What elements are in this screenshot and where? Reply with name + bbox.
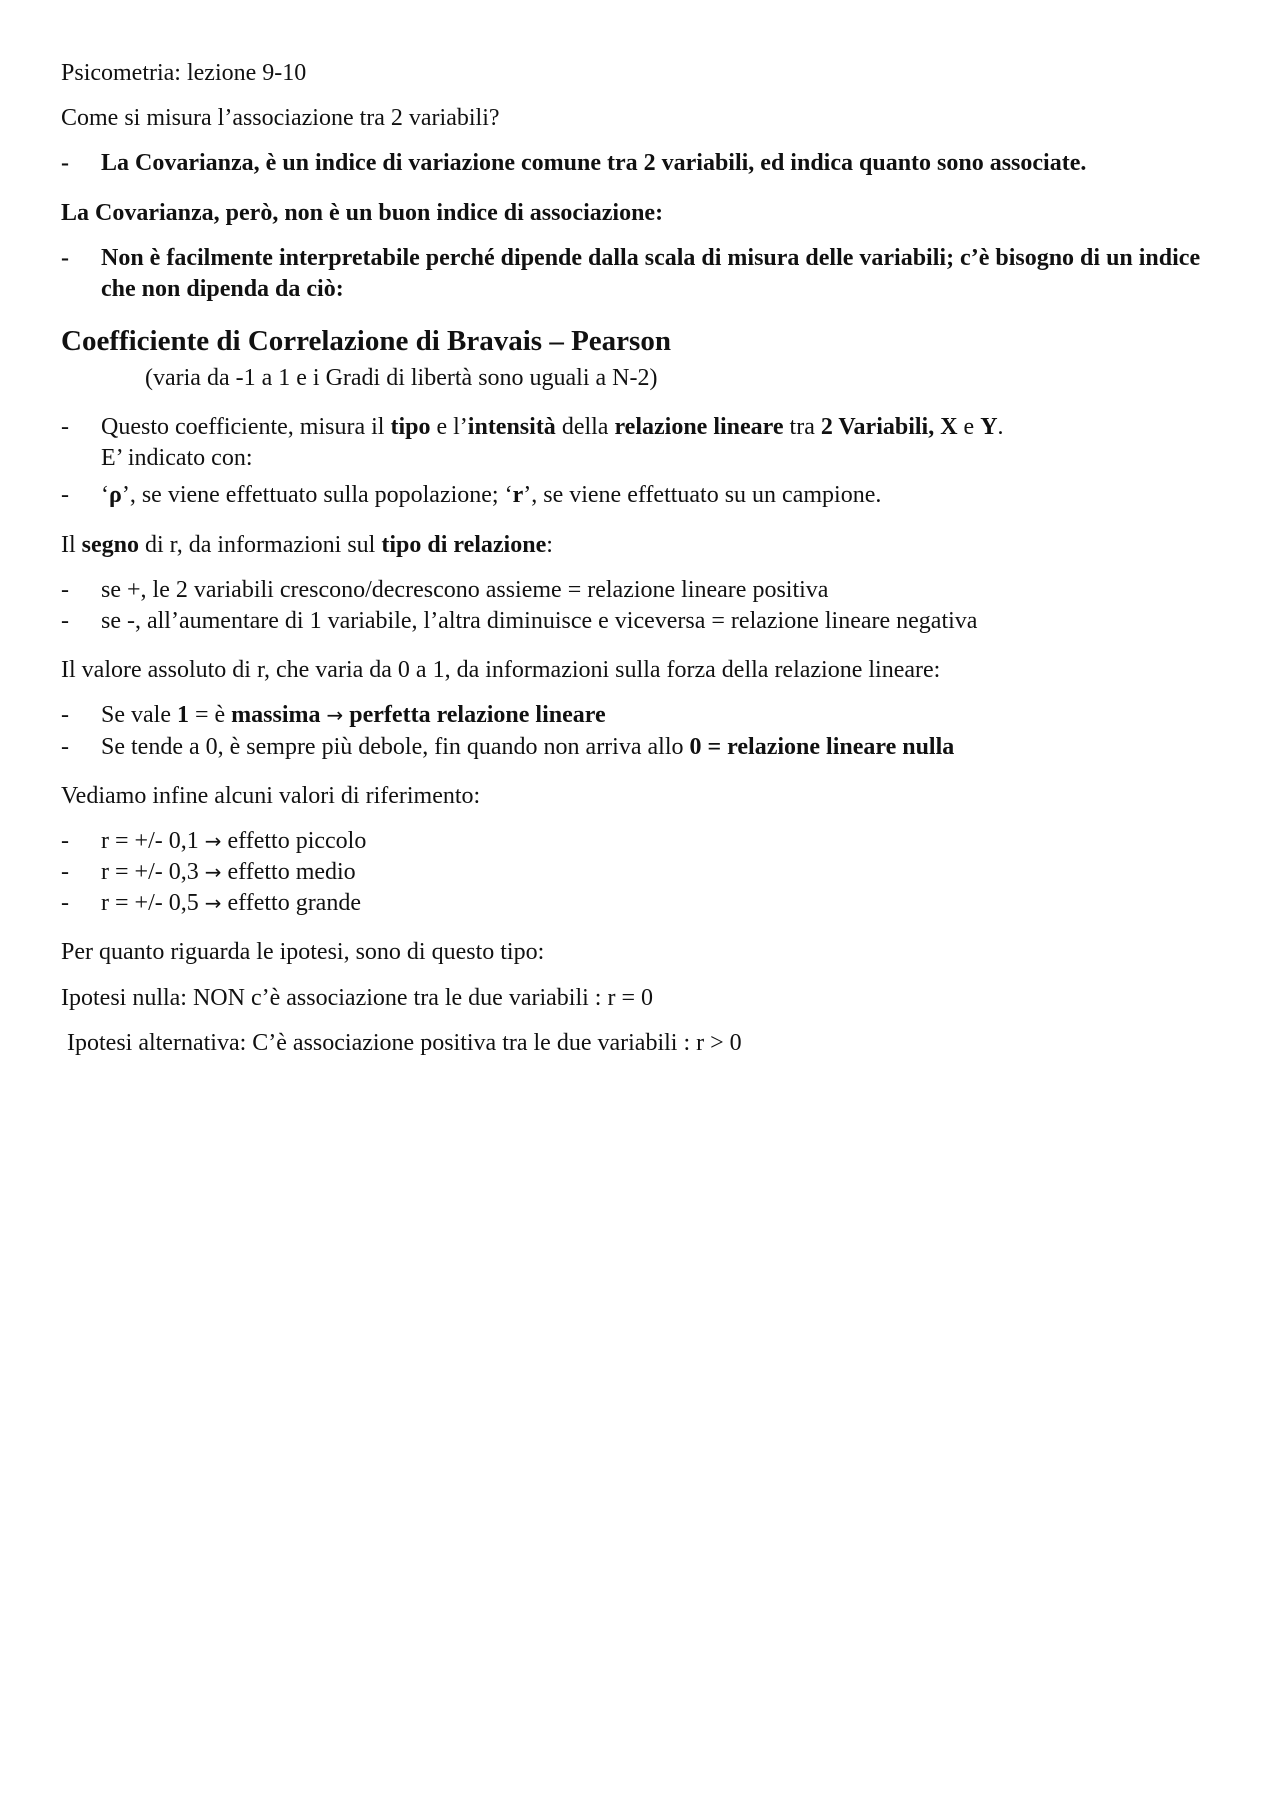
strength-list xyxy=(61,700,1231,762)
text-run: : xyxy=(546,531,553,558)
text-run: segno xyxy=(81,531,140,558)
bullet-dash: - xyxy=(61,890,69,917)
covariance-limit: La Covarianza, però, non è un buon indice di associazione: xyxy=(61,199,664,226)
text-run: tra xyxy=(783,414,821,440)
list-item xyxy=(61,412,1231,443)
list-item xyxy=(61,480,1231,511)
null-hypothesis: Ipotesi nulla: NON c’è associazione tra le due variabili : r = 0 xyxy=(61,984,653,1011)
sign-paragraph xyxy=(61,530,1231,561)
r-symbol: r xyxy=(512,482,524,509)
text-run: Y xyxy=(980,414,998,440)
arrow-right-icon: → xyxy=(204,891,222,916)
text-run: e xyxy=(957,414,981,440)
text-run: tipo di relazione xyxy=(381,531,547,558)
covariance-problem: Non è facilmente interpretabile perché dipende dalla scala di misura delle variabili; c’è bisogno di un indice che non dipenda da ciò: xyxy=(101,244,1201,302)
reference-intro: Vediamo infine alcuni valori di riferimento: xyxy=(61,782,481,809)
list-item xyxy=(61,888,1231,919)
arrow-right-icon: → xyxy=(204,860,222,885)
list-item xyxy=(61,826,1231,857)
list-item-continuation: E’ indicato con: xyxy=(101,445,253,472)
reference-list xyxy=(61,826,1231,920)
text-run: Il xyxy=(61,531,82,558)
text-run: ‘ xyxy=(101,482,109,509)
bullet-dash: - xyxy=(61,607,69,634)
text-run: Se tende a 0, è sempre più debole, fin quando non arriva allo xyxy=(101,733,690,760)
bullet-dash: - xyxy=(61,482,69,509)
arrow-right-icon: → xyxy=(204,828,222,853)
rho-symbol: ρ xyxy=(109,482,122,509)
question-text: Come si misura l’associazione tra 2 variabili? xyxy=(61,105,500,132)
list-item xyxy=(61,148,1231,179)
list-item xyxy=(61,732,1231,763)
text-run: della xyxy=(555,414,615,440)
text-run: e l’ xyxy=(430,414,468,440)
absolute-value-paragraph: Il valore assoluto di r, che varia da 0 a 1, da informazioni sulla forza della relazione lineare: xyxy=(61,657,941,684)
text-run: 2 Variabili, X xyxy=(820,414,958,440)
bullet-dash: - xyxy=(61,244,69,271)
reference-effect: effetto piccolo xyxy=(227,827,367,854)
covariance-problem-list xyxy=(61,243,1231,305)
list-item xyxy=(61,857,1231,888)
text-run: . xyxy=(997,414,1004,440)
text-run: 1 xyxy=(176,702,189,729)
text-run: = è xyxy=(188,702,232,729)
bullet-dash: - xyxy=(61,702,69,729)
bullet-dash: - xyxy=(61,859,69,886)
list-item xyxy=(61,243,1231,305)
reference-r: r = +/- 0,3 xyxy=(101,859,199,886)
text-run: di r, da informazioni sul xyxy=(139,531,382,558)
text-run: intensità xyxy=(467,414,556,440)
covariance-definition: La Covarianza, è un indice di variazione comune tra 2 variabili, ed indica quanto sono associate. xyxy=(101,150,1087,177)
text-run: perfetta relazione lineare xyxy=(349,702,606,729)
reference-r: r = +/- 0,5 xyxy=(101,890,199,917)
reference-effect: effetto medio xyxy=(227,859,356,886)
text-run: Se vale xyxy=(101,702,177,729)
text-run: Questo coefficiente, misura il xyxy=(101,414,391,440)
arrow-right-icon: → xyxy=(326,703,344,728)
document-page xyxy=(61,58,1231,1073)
text-run: tipo xyxy=(390,414,431,440)
list-item xyxy=(61,606,1231,637)
bullet-dash: - xyxy=(61,827,69,854)
text-run: ’, se viene effettuato su un campione. xyxy=(523,482,882,509)
sign-list xyxy=(61,575,1231,637)
text-run: massima xyxy=(231,702,321,729)
text-run: 0 = relazione lineare nulla xyxy=(689,733,955,760)
sign-negative: se -, all’aumentare di 1 variabile, l’altra diminuisce e viceversa = relazione lineare negativa xyxy=(101,607,978,634)
section-subheading: (varia da -1 a 1 e i Gradi di libertà sono uguali a N-2) xyxy=(145,364,658,391)
reference-effect: effetto grande xyxy=(227,890,361,917)
reference-r: r = +/- 0,1 xyxy=(101,827,199,854)
bullet-dash: - xyxy=(61,414,69,440)
bullet-dash: - xyxy=(61,150,69,177)
bullet-dash: - xyxy=(61,576,69,603)
text-run: ’, se viene effettuato sulla popolazione; ‘ xyxy=(121,482,513,509)
section-heading: Coefficiente di Correlazione di Bravais – Pearson xyxy=(61,325,671,358)
doc-title: Psicometria: lezione 9-10 xyxy=(61,60,307,86)
covariance-list xyxy=(61,148,1231,179)
pearson-list xyxy=(61,412,1231,512)
bullet-dash: - xyxy=(61,733,69,760)
list-item xyxy=(61,700,1231,731)
hypothesis-intro: Per quanto riguarda le ipotesi, sono di questo tipo: xyxy=(61,939,545,966)
alternative-hypothesis: Ipotesi alternativa: C’è associazione positiva tra le due variabili : r > 0 xyxy=(67,1029,742,1056)
list-item xyxy=(61,575,1231,606)
text-run: relazione lineare xyxy=(614,414,784,440)
sign-positive: se +, le 2 variabili crescono/decrescono assieme = relazione lineare positiva xyxy=(101,576,829,603)
